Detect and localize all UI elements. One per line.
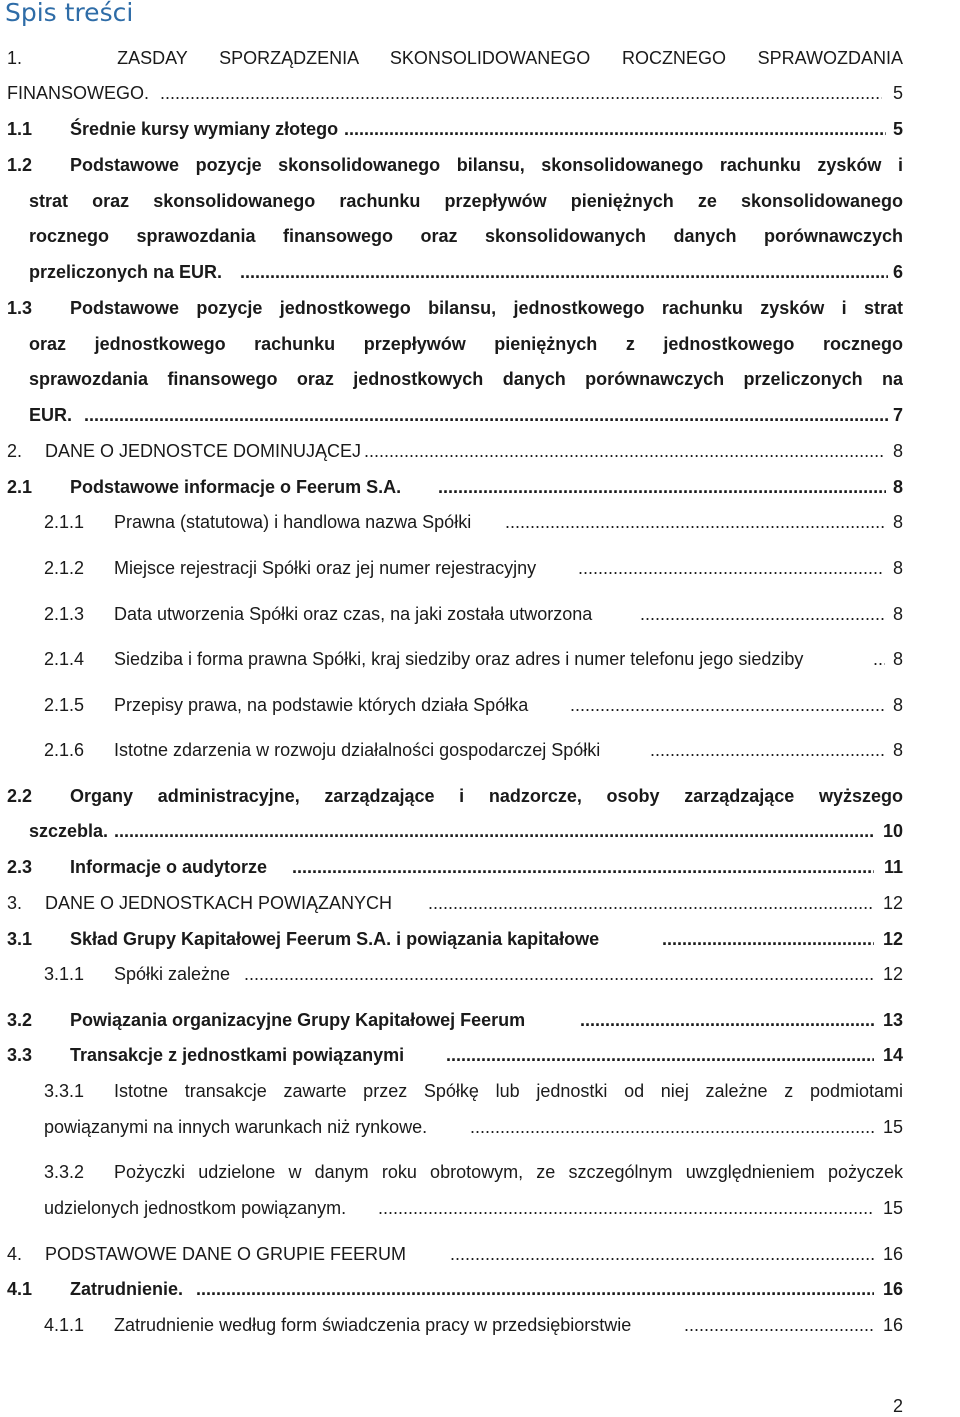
toc-entry-number: 4.1	[7, 1279, 33, 1299]
toc-entry-number: 1.1	[7, 119, 33, 139]
toc-entry-2-1-1[interactable]	[0, 509, 960, 535]
toc-page-number: 8	[892, 740, 903, 760]
toc-entry-3-1[interactable]	[0, 926, 960, 952]
toc-entry-number: 1.3	[7, 298, 33, 318]
toc-entry-2-2[interactable]	[0, 783, 960, 809]
dot-leader	[84, 402, 888, 428]
toc-entry-text: Zatrudnienie.	[70, 1279, 184, 1299]
toc-entry-4[interactable]	[0, 1241, 960, 1267]
toc-entry-number: 2.1.6	[44, 740, 85, 760]
toc-entry-text: Podstawowe pozycje jednostkowego bilansu, jednostkowego rachunku zysków i strat	[70, 298, 903, 318]
dot-leader	[364, 438, 884, 464]
dot-leader	[196, 1276, 874, 1302]
toc-entry-1[interactable]	[0, 45, 960, 71]
toc-entry-2-1-5[interactable]	[0, 692, 960, 718]
toc-entry-number: 2.	[7, 441, 23, 461]
toc-page-number: 7	[892, 405, 903, 425]
dot-leader	[505, 509, 885, 535]
toc-entry-text: Informacje o audytorze	[70, 857, 268, 877]
toc-page-number: 10	[882, 821, 903, 841]
toc-entry-4-1[interactable]	[0, 1276, 960, 1302]
toc-entry-text: Skład Grupy Kapitałowej Feerum S.A. i powiązania kapitałowe	[70, 929, 600, 949]
toc-entry-1-3-line3[interactable]	[0, 366, 960, 392]
toc-entry-number: 3.1	[7, 929, 33, 949]
toc-page-number: 16	[882, 1315, 903, 1335]
toc-entry-number: 4.	[7, 1244, 23, 1264]
toc-page-number: 8	[892, 558, 903, 578]
page-number: 2	[892, 1396, 903, 1416]
toc-entry-2-2-cont[interactable]	[0, 818, 960, 844]
toc-entry-text: Istotne transakcje zawarte przez Spółkę lub jednostki od niej zależne z podmiotami	[114, 1081, 903, 1101]
dot-leader	[662, 926, 874, 952]
toc-entry-text: Zatrudnienie według form świadczenia pracy w przedsiębiorstwie	[114, 1315, 632, 1335]
toc-entry-number: 3.	[7, 893, 23, 913]
toc-entry-text: DANE O JEDNOSTCE DOMINUJĄCEJ	[45, 441, 362, 461]
toc-entry-3-2[interactable]	[0, 1007, 960, 1033]
toc-entry-1-2-cont[interactable]	[0, 259, 960, 285]
toc-entry-3-3-1-cont[interactable]	[0, 1114, 960, 1140]
toc-entry-text: PODSTAWOWE DANE O GRUPIE FEERUM	[45, 1244, 407, 1264]
toc-entry-1-cont[interactable]	[0, 80, 960, 106]
toc-entry-number: 3.2	[7, 1010, 33, 1030]
dot-leader	[570, 692, 884, 718]
toc-entry-text: oraz jednostkowego rachunku przepływów pieniężnych z jednostkowego rocznego	[29, 334, 903, 354]
toc-entry-text: Prawna (statutowa) i handlowa nazwa Spółki	[114, 512, 472, 532]
toc-page-number: 8	[892, 649, 903, 669]
toc-entry-text: Powiązania organizacyjne Grupy Kapitałowej Feerum	[70, 1010, 526, 1030]
dot-leader	[450, 1241, 874, 1267]
toc-entry-number: 4.1.1	[44, 1315, 85, 1335]
toc-page-number: 8	[892, 441, 903, 461]
dot-leader	[160, 80, 882, 106]
toc-entry-text: sprawozdania finansowego oraz jednostkowych danych porównawczych przeliczonych na	[29, 369, 903, 389]
toc-entry-1-3-cont[interactable]	[0, 402, 960, 428]
toc-entry-cont-text: szczebla.	[29, 821, 109, 841]
dot-leader	[650, 737, 884, 763]
toc-page-number: 5	[892, 83, 903, 103]
toc-entry-number: 1.2	[7, 155, 33, 175]
dot-leader	[428, 890, 874, 916]
toc-entry-text: DANE O JEDNOSTKACH POWIĄZANYCH	[45, 893, 393, 913]
toc-entry-number: 3.3.2	[44, 1162, 85, 1182]
toc-entry-text: Pożyczki udzielone w danym roku obrotowym, ze szczególnym uwzględnieniem pożyczek	[114, 1162, 903, 1182]
toc-page-number: 8	[892, 512, 903, 532]
toc-page-number: 15	[882, 1117, 903, 1137]
dot-leader	[684, 1312, 874, 1338]
toc-entry-number: 2.1.1	[44, 512, 85, 532]
toc-entry-text: Istotne zdarzenia w rozwoju działalności gospodarczej Spółki	[114, 740, 601, 760]
toc-page-number: 12	[882, 893, 903, 913]
dot-leader	[292, 854, 874, 880]
dot-leader	[438, 474, 886, 500]
toc-entry-text: strat oraz skonsolidowanego rachunku przepływów pieniężnych ze skonsolidowanego	[29, 191, 903, 211]
toc-entry-number: 2.1	[7, 477, 33, 497]
toc-entry-4-1-1[interactable]	[0, 1312, 960, 1338]
toc-page-number: 8	[892, 695, 903, 715]
toc-entry-3-3-2-cont[interactable]	[0, 1195, 960, 1221]
toc-entry-number: 2.1.3	[44, 604, 85, 624]
dot-leader	[114, 818, 874, 844]
toc-entry-2-1[interactable]	[0, 474, 960, 500]
toc-entry-number: 3.3.1	[44, 1081, 85, 1101]
toc-entry-3[interactable]	[0, 890, 960, 916]
toc-entry-text: rocznego sprawozdania finansowego oraz skonsolidowanych danych porównawczych	[29, 226, 903, 246]
dot-leader	[580, 1007, 874, 1033]
toc-page-number: 8	[892, 477, 903, 497]
toc-entry-number: 3.3	[7, 1045, 33, 1065]
toc-entry-number: 2.3	[7, 857, 33, 877]
toc-page-number: 12	[882, 964, 903, 984]
toc-entry-cont-text: powiązanymi na innych warunkach niż rynkowe.	[44, 1117, 428, 1137]
dot-leader	[578, 555, 884, 581]
dot-leader	[470, 1114, 874, 1140]
toc-page-number: 14	[882, 1045, 903, 1065]
toc-entry-1-1[interactable]	[0, 116, 960, 142]
toc-entry-2-1-6[interactable]	[0, 737, 960, 763]
toc-entry-cont-text: przeliczonych na EUR.	[29, 262, 223, 282]
toc-entry-cont-text: udzielonych jednostkom powiązanym.	[44, 1198, 347, 1218]
toc-entry-3-1-1[interactable]	[0, 961, 960, 987]
toc-entry-1-2-line2[interactable]	[0, 188, 960, 214]
toc-page-number: 12	[882, 929, 903, 949]
dot-leader	[244, 961, 874, 987]
dot-leader	[378, 1195, 874, 1221]
toc-page-number: 11	[883, 857, 903, 877]
toc-entry-number: 2.1.5	[44, 695, 85, 715]
toc-entry-cont-text: FINANSOWEGO.	[7, 83, 150, 103]
dot-leader	[446, 1042, 874, 1068]
toc-entry-text: Organy administracyjne, zarządzające i nadzorcze, osoby zarządzające wyższego	[70, 786, 903, 806]
toc-entry-text: Podstawowe informacje o Feerum S.A.	[70, 477, 402, 497]
dot-leader	[240, 259, 888, 285]
toc-entry-1-3[interactable]	[0, 295, 960, 321]
dot-leader	[344, 116, 886, 142]
toc-entry-text: Transakcje z jednostkami powiązanymi	[70, 1045, 405, 1065]
toc-entry-1-2-line3[interactable]	[0, 223, 960, 249]
toc-page-number: 16	[882, 1279, 903, 1299]
dot-leader	[873, 646, 885, 672]
toc-entry-text: Data utworzenia Spółki oraz czas, na jaki została utworzona	[114, 604, 593, 624]
toc-entry-1-3-line2[interactable]	[0, 331, 960, 357]
toc-page-number: 8	[892, 604, 903, 624]
toc-entry-3-3[interactable]	[0, 1042, 960, 1068]
toc-entry-1-2[interactable]	[0, 152, 960, 178]
toc-entry-2-1-2[interactable]	[0, 555, 960, 581]
toc-entry-text: Miejsce rejestracji Spółki oraz jej numer rejestracyjny	[114, 558, 537, 578]
toc-entry-text: Spółki zależne	[114, 964, 231, 984]
toc-page-number: 13	[882, 1010, 903, 1030]
toc-entry-2-3[interactable]	[0, 854, 960, 880]
toc-page-number: 6	[892, 262, 903, 282]
dot-leader	[640, 601, 884, 627]
toc-entry-number: 2.1.4	[44, 649, 85, 669]
toc-entry-number: 2.2	[7, 786, 33, 806]
toc-entry-2-1-3[interactable]	[0, 601, 960, 627]
toc-entry-cont-text: EUR.	[29, 405, 73, 425]
toc-title: Spis treści	[5, 0, 134, 27]
toc-entry-2[interactable]	[0, 438, 960, 464]
toc-entry-text: Siedziba i forma prawna Spółki, kraj siedziby oraz adres i numer telefonu jego siedziby	[114, 649, 804, 669]
toc-entry-number: 2.1.2	[44, 558, 85, 578]
toc-entry-text: Średnie kursy wymiany złotego	[70, 119, 339, 139]
toc-entry-text: Przepisy prawa, na podstawie których działa Spółka	[114, 695, 529, 715]
toc-entry-text: Podstawowe pozycje skonsolidowanego bilansu, skonsolidowanego rachunku zysków i	[70, 155, 903, 175]
toc-entry-text: 1. ZASDAY SPORZĄDZENIA SKONSOLIDOWANEGO ROCZNEGO SPRAWOZDANIA	[7, 48, 903, 68]
toc-entry-number: 3.1.1	[44, 964, 85, 984]
toc-page-number: 5	[892, 119, 903, 139]
toc-page-number: 16	[882, 1244, 903, 1264]
toc-entry-3-3-2[interactable]	[0, 1159, 960, 1185]
toc-entry-2-1-4[interactable]	[0, 646, 960, 672]
toc-entry-3-3-1[interactable]	[0, 1078, 960, 1104]
toc-page-number: 15	[882, 1198, 903, 1218]
